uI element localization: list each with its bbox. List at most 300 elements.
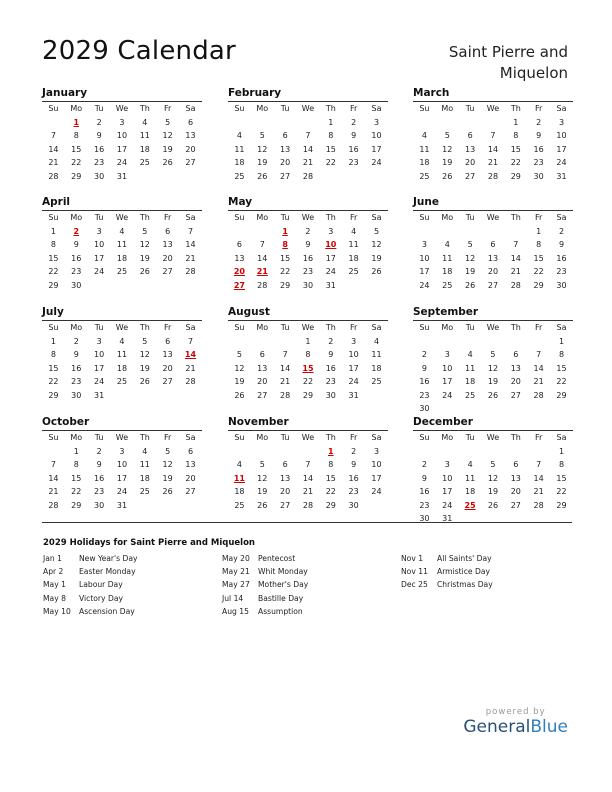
week-row [42,129,202,143]
weekday-label: Sa [556,213,567,222]
day-cell: 7 [50,131,56,140]
weekday-header [42,102,202,116]
day-cell: 28 [510,280,521,290]
day-cell: 23 [556,267,567,276]
day-cell: 16 [348,473,359,483]
day-cell: 22 [325,158,336,167]
weekday-label: Sa [556,104,567,113]
day-cell: 25 [116,377,128,386]
week-row [413,472,573,486]
weekday-label: Th [139,323,150,332]
day-cell: 9 [73,240,79,249]
week-row [228,375,388,389]
weekday-label: Th [510,433,521,442]
day-cell: 30 [71,390,82,400]
week-row [42,238,202,252]
weekday-label: Sa [371,323,382,332]
week-row [228,362,388,376]
week-row [228,348,388,362]
day-cell: 7 [282,350,288,359]
day-cell: 2 [96,446,102,456]
day-cell: 27 [257,390,268,400]
holiday-date: May 27 [222,580,250,590]
month-august [228,306,388,402]
weekday-label: Tu [280,433,290,442]
empty-cell [365,279,388,293]
day-cell: 13 [162,240,173,249]
day-cell: 6 [282,460,288,469]
weekday-label: Mo [256,433,269,442]
day-cell: 20 [280,158,291,167]
day-cell: 7 [513,240,519,249]
empty-cell [228,116,251,130]
day-cell: 28 [302,500,314,510]
empty-cell [111,389,134,403]
weekday-label: Tu [280,213,290,222]
week-row [413,389,573,403]
weekday-label: Sa [371,213,382,222]
holiday-date: May 10 [43,606,71,616]
day-cell: 18 [116,363,128,373]
day-cell: 30 [71,280,82,290]
day-cell: 27 [487,280,499,290]
day-cell: 17 [371,473,382,483]
day-cell: 3 [96,336,102,346]
day-cell: 8 [558,350,565,359]
day-cell: 13 [510,473,521,483]
day-cell: 29 [533,280,544,290]
weekday-label: Fr [349,213,358,222]
day-cell: 2 [421,350,427,359]
weekday-label: Th [139,104,150,113]
day-cell: 6 [490,240,496,249]
weekday-label: We [301,213,315,222]
weekday-label: Th [325,323,336,332]
weekday-label: Sa [371,104,382,113]
day-cell: 18 [234,487,245,496]
day-cell: 9 [536,131,542,140]
month-may [228,196,388,292]
day-cell: 11 [234,144,245,154]
day-cell: 15 [48,363,59,373]
holiday-day-cell: 8 [282,240,288,249]
weekday-label: Fr [534,323,543,332]
day-cell: 21 [510,267,521,276]
holiday-day-cell: 27 [233,280,245,290]
empty-cell [459,402,482,416]
day-cell: 31 [556,171,567,181]
day-cell: 19 [371,253,382,263]
day-cell: 7 [490,131,496,140]
holiday-name: Mother's Day [258,580,309,590]
day-cell: 18 [348,253,359,263]
day-cell: 9 [351,131,357,140]
day-cell: 20 [510,377,521,386]
day-cell: 18 [116,253,128,263]
empty-cell [42,116,65,130]
day-cell: 24 [116,158,128,167]
week-row [413,335,573,349]
day-cell: 2 [73,336,79,346]
weekday-label: We [115,213,129,222]
weekday-header [228,211,388,225]
day-cell: 4 [421,131,427,140]
week-row [413,348,573,362]
country-name [449,42,568,84]
brand-logo [463,707,568,737]
holidays-title: 2029 Holidays for Saint Pierre and Miquelon [43,538,255,548]
week-row [228,238,388,252]
empty-cell [413,335,436,349]
empty-cell [482,445,505,459]
week-row [413,129,573,143]
week-row [228,499,388,513]
day-cell: 16 [348,144,359,154]
day-cell: 30 [556,280,567,290]
weekday-label: Sa [185,433,196,442]
empty-cell [436,225,459,239]
empty-cell [482,225,505,239]
week-row [413,279,573,293]
empty-cell [459,225,482,239]
day-cell: 9 [328,350,334,359]
day-cell: 29 [302,390,314,400]
day-cell: 5 [165,446,171,456]
holiday-name: Assumption [258,606,303,616]
month-june [413,196,573,292]
day-cell: 31 [116,500,128,510]
day-cell: 12 [139,350,150,359]
day-cell: 30 [94,500,105,510]
day-cell: 19 [162,144,173,154]
day-cell: 22 [71,158,82,167]
page-title: 2029 Calendar [42,36,236,66]
day-cell: 27 [280,500,291,510]
day-cell: 11 [139,460,150,469]
day-cell: 22 [325,487,336,496]
day-cell: 17 [94,363,105,373]
day-cell: 6 [282,131,288,140]
month-april [42,196,202,292]
day-cell: 21 [302,158,314,167]
day-cell: 14 [487,144,499,154]
week-row [413,512,573,526]
month-name: May [228,196,388,211]
day-cell: 22 [302,377,314,386]
day-cell: 1 [558,336,565,346]
month-september [413,306,573,416]
day-cell: 20 [185,144,196,154]
empty-cell [274,335,297,349]
empty-cell [251,116,274,130]
day-cell: 22 [48,267,59,276]
day-cell: 16 [556,253,567,263]
empty-cell [251,225,274,239]
day-cell: 8 [328,460,334,469]
weekday-label: Fr [349,433,358,442]
day-cell: 9 [305,240,311,249]
day-cell: 29 [325,500,336,510]
empty-cell [527,512,550,526]
day-cell: 2 [421,460,427,469]
day-cell: 5 [490,350,496,359]
day-cell: 29 [556,390,567,400]
week-row [42,375,202,389]
month-february [228,87,388,183]
weekday-label: Su [234,323,245,332]
day-cell: 16 [94,144,105,154]
day-cell: 28 [48,171,59,181]
day-cell: 6 [187,117,194,127]
week-row [42,348,202,362]
month-name: September [413,306,573,321]
empty-cell [251,335,274,349]
day-cell: 8 [73,131,79,140]
day-cell: 9 [73,350,79,359]
holiday-item [222,552,308,565]
day-cell: 24 [442,500,453,510]
day-cell: 17 [116,144,128,154]
day-cell: 16 [71,253,82,263]
empty-cell [504,512,527,526]
day-cell: 16 [71,363,82,373]
holiday-item [43,552,138,565]
day-cell: 22 [280,267,291,276]
weekday-header [228,321,388,335]
day-cell: 2 [305,226,311,236]
holiday-day-cell: 15 [302,363,314,373]
day-cell: 14 [48,144,59,154]
day-cell: 24 [94,377,105,386]
day-cell: 21 [185,363,196,373]
day-cell: 11 [139,131,150,140]
weekday-label: Su [48,433,59,442]
empty-cell [436,335,459,349]
empty-cell [179,499,202,513]
day-cell: 15 [533,253,544,263]
day-cell: 9 [351,460,357,469]
weekday-label: Mo [441,213,454,222]
day-cell: 1 [558,446,565,456]
day-cell: 30 [325,390,336,400]
day-cell: 11 [116,240,128,249]
week-row [413,375,573,389]
holiday-day-cell: 21 [256,267,268,276]
weekday-label: Th [510,213,521,222]
day-cell: 1 [513,117,519,127]
day-cell: 13 [162,350,173,359]
empty-cell [504,335,527,349]
day-cell: 27 [162,377,173,386]
day-cell: 18 [465,487,476,496]
weekday-label: Fr [534,433,543,442]
day-cell: 15 [556,363,567,373]
day-cell: 8 [50,240,56,249]
week-row [228,472,388,486]
empty-cell [527,402,550,416]
day-cell: 10 [556,131,567,140]
holiday-column [222,552,308,618]
day-cell: 28 [185,267,196,276]
day-cell: 26 [162,158,173,167]
holiday-item [43,565,138,578]
day-cell: 1 [73,446,79,456]
day-cell: 14 [257,253,268,263]
day-cell: 31 [116,171,128,181]
empty-cell [365,499,388,513]
weekday-label: Fr [349,104,358,113]
holiday-day-cell: 14 [184,350,197,359]
week-row [42,279,202,293]
empty-cell [133,279,156,293]
day-cell: 3 [351,336,357,346]
day-cell: 23 [348,158,359,167]
day-cell: 24 [371,487,382,496]
weekday-label: Tu [94,433,104,442]
day-cell: 29 [48,390,59,400]
week-row [228,116,388,130]
weekday-label: We [486,213,500,222]
day-cell: 23 [325,377,336,386]
day-cell: 7 [536,350,542,359]
day-cell: 3 [373,117,380,127]
day-cell: 19 [257,158,268,167]
holiday-item [222,565,308,578]
holiday-column [43,552,138,618]
empty-cell [156,279,179,293]
empty-cell [297,116,320,130]
empty-cell [179,389,202,403]
week-row [42,225,202,239]
day-cell: 25 [419,171,430,181]
day-cell: 12 [162,460,173,469]
weekday-label: Mo [256,213,269,222]
brand-name-a: General [463,717,531,737]
day-cell: 5 [467,240,473,249]
day-cell: 26 [371,267,382,276]
day-cell: 28 [257,280,268,290]
day-cell: 25 [442,280,453,290]
day-cell: 19 [139,363,150,373]
week-row [413,156,573,170]
day-cell: 15 [71,473,82,483]
day-cell: 26 [487,390,499,400]
day-cell: 17 [442,487,453,496]
weekday-label: We [115,323,129,332]
month-name: December [413,416,573,431]
weekday-label: Su [419,213,430,222]
weekday-header [413,102,573,116]
day-cell: 19 [234,377,245,386]
holiday-day-cell: 25 [464,500,476,510]
holiday-date: May 20 [222,554,250,563]
holiday-name: Armistice Day [437,567,490,577]
holiday-date: May 21 [222,567,250,577]
empty-cell [42,445,65,459]
day-cell: 7 [305,131,311,140]
day-cell: 17 [94,253,105,263]
day-cell: 20 [280,487,291,496]
weekday-label: Su [419,104,430,113]
day-cell: 10 [442,363,453,373]
day-cell: 13 [280,144,291,154]
day-cell: 28 [533,390,544,400]
day-cell: 15 [71,144,82,154]
day-cell: 15 [325,473,336,483]
empty-cell [297,445,320,459]
day-cell: 16 [94,473,105,483]
day-cell: 9 [96,460,102,469]
empty-cell [482,402,505,416]
day-cell: 30 [94,171,105,181]
holiday-day-cell: 10 [325,240,337,249]
weekday-label: Fr [534,213,543,222]
empty-cell [88,279,111,293]
day-cell: 3 [373,446,380,456]
weekday-label: Mo [70,433,83,442]
day-cell: 20 [257,377,268,386]
day-cell: 14 [533,363,544,373]
week-row [42,335,202,349]
weekday-label: Su [234,433,245,442]
day-cell: 10 [116,460,128,469]
day-cell: 24 [325,267,336,276]
weekday-label: We [115,104,129,113]
day-cell: 3 [328,226,334,236]
day-cell: 18 [419,158,430,167]
day-cell: 4 [236,131,242,140]
week-row [42,499,202,513]
day-cell: 1 [305,336,311,346]
empty-cell [550,402,573,416]
day-cell: 12 [487,363,499,373]
day-cell: 14 [302,473,314,483]
day-cell: 6 [467,131,473,140]
day-cell: 25 [139,487,150,496]
day-cell: 31 [348,390,359,400]
day-cell: 7 [187,226,194,236]
day-cell: 13 [257,363,268,373]
day-cell: 20 [162,253,173,263]
day-cell: 9 [96,131,102,140]
day-cell: 24 [371,158,382,167]
weekday-label: We [301,323,315,332]
empty-cell [133,389,156,403]
day-cell: 26 [234,390,245,400]
empty-cell [459,512,482,526]
empty-cell [504,225,527,239]
month-name: November [228,416,388,431]
day-cell: 4 [142,117,148,127]
day-cell: 18 [465,377,476,386]
day-cell: 12 [442,144,453,154]
day-cell: 5 [490,460,496,469]
day-cell: 23 [302,267,314,276]
week-row [413,402,573,416]
empty-cell [179,279,202,293]
holiday-item [401,578,493,591]
empty-cell [156,499,179,513]
day-cell: 31 [94,390,105,400]
empty-cell [228,225,251,239]
week-row [42,265,202,279]
day-cell: 23 [348,487,359,496]
day-cell: 1 [536,226,542,236]
day-cell: 14 [280,363,291,373]
day-cell: 25 [465,390,476,400]
day-cell: 21 [533,487,544,496]
week-row [42,458,202,472]
